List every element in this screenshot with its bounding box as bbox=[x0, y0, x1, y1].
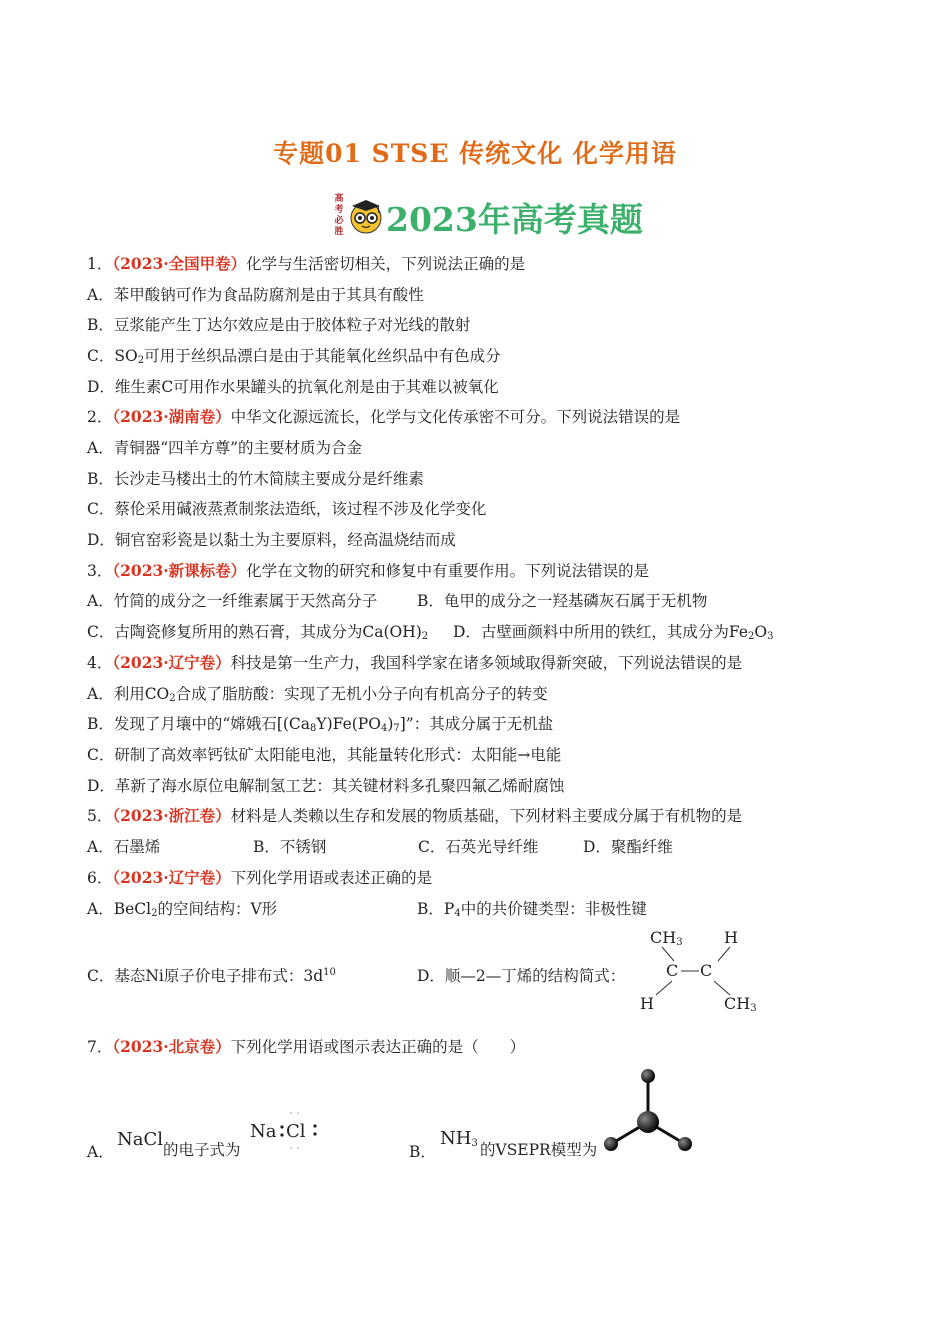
electron-formula-na: Na bbox=[250, 1121, 277, 1142]
q1-option-b: B．豆浆能产生丁达尔效应是由于胶体粒子对光线的散射 bbox=[87, 316, 471, 334]
struct-c-right: C bbox=[700, 961, 713, 980]
exam-banner bbox=[330, 192, 643, 244]
q5-option-c: C．石英光导纤维 bbox=[418, 838, 539, 856]
q7-nh3-formula: $NH_3$ bbox=[440, 1128, 478, 1149]
q1-option-c: C．$SO_2$可用于丝织品漂白是由于其能氧化丝织品中有色成分 bbox=[87, 347, 501, 366]
q7-nacl-formula: NaCl bbox=[117, 1129, 164, 1150]
page-title: 专题01 STSE 传统文化 化学用语 bbox=[273, 139, 677, 168]
q3-option-c: C．古陶瓷修复所用的熟石膏，其成分为$Ca(OH)_2$ bbox=[87, 623, 429, 642]
question-2-stem: 2．（2023·湖南卷）中华文化源远流长，化学与文化传承密不可分。下列说法错误的是 bbox=[87, 407, 681, 426]
q3-option-b: B．龟甲的成分之一羟基磷灰石属于无机物 bbox=[417, 592, 708, 610]
q7-option-b-text: 的VSEPR模型为 bbox=[480, 1141, 598, 1159]
q6-option-a: A．BeCl$_2$的空间结构：V形 bbox=[87, 900, 278, 919]
question-5-stem: 5．（2023·浙江卷）材料是人类赖以生存和发展的物质基础，下列材料主要成分属于有机物的是 bbox=[87, 806, 743, 825]
struct-c-left: C bbox=[666, 961, 679, 980]
electron-formula-cl: Cl bbox=[286, 1121, 306, 1142]
q2-option-b: B．长沙走马楼出土的竹木简牍主要成分是纤维素 bbox=[87, 470, 424, 488]
banner-title: 2023年高考真题 bbox=[386, 200, 643, 239]
q2-option-a: A．青铜器“四羊方尊”的主要材质为合金 bbox=[87, 439, 363, 457]
question-6-stem: 6．（2023·辽宁卷）下列化学用语或表述正确的是 bbox=[87, 868, 433, 887]
struct-bonds bbox=[630, 925, 770, 1020]
q6-option-d: D．顺—2—丁烯的结构简式： bbox=[417, 967, 626, 985]
question-3-stem: 3．（2023·新课标卷）化学在文物的研究和修复中有重要作用。下列说法错误的是 bbox=[87, 561, 650, 580]
q2-option-c: C．蔡伦采用碱液蒸煮制浆法造纸，该过程不涉及化学变化 bbox=[87, 500, 487, 518]
q7-option-a-label: A． bbox=[87, 1143, 114, 1161]
q1-option-d: D．维生素C可用作水果罐头的抗氧化剂是由于其难以被氧化 bbox=[87, 378, 499, 396]
q4-option-a: A．利用$CO_2$合成了脂肪酸：实现了无机小分子向有机高分子的转变 bbox=[87, 685, 548, 704]
struct-ch3-bottom: $CH_3$ bbox=[724, 994, 757, 1014]
owl-mascot-icon bbox=[348, 198, 384, 234]
vsepr-model-icon bbox=[598, 1062, 698, 1162]
struct-ch3-top: $CH_3$ bbox=[650, 928, 683, 948]
q6-option-c: C．基态Ni原子价电子排布式：$3d^{10}$ bbox=[87, 967, 336, 985]
q5-option-b: B．不锈钢 bbox=[253, 838, 327, 856]
q5-option-d: D．聚酯纤维 bbox=[583, 838, 673, 856]
q7-option-a-text: 的电子式为 bbox=[163, 1141, 241, 1159]
q3-option-a: A．竹简的成分之一纤维素属于天然高分子 bbox=[87, 592, 378, 610]
banner-vertical-text: 高考必胜 bbox=[334, 194, 344, 237]
q4-option-d: D．革新了海水原位电解制氢工艺：其关键材料多孔聚四氟乙烯耐腐蚀 bbox=[87, 777, 565, 795]
q4-option-c: C．研制了高效率钙钛矿太阳能电池，其能量转化形式：太阳能→电能 bbox=[87, 746, 562, 764]
question-4-stem: 4．（2023·辽宁卷）科技是第一生产力，我国科学家在诸多领域取得新突破，下列说法错误的是 bbox=[87, 653, 743, 672]
question-7-stem: 7．（2023·北京卷）下列化学用语或图示表达正确的是（ ） bbox=[87, 1037, 526, 1056]
q6-option-b: B．$P_4$中的共价键类型：非极性键 bbox=[417, 900, 647, 919]
struct-h-top: H bbox=[724, 928, 738, 947]
question-1-stem: 1．（2023·全国甲卷）化学与生活密切相关，下列说法正确的是 bbox=[87, 254, 526, 273]
struct-h-bottom: H bbox=[640, 994, 654, 1013]
q2-option-d: D．铜官窑彩瓷是以黏土为主要原料，经高温烧结而成 bbox=[87, 531, 456, 549]
q7-option-b-label: B． bbox=[409, 1143, 436, 1161]
q3-option-d: D．古壁画颜料中所用的铁红，其成分为$Fe_2O_3$ bbox=[453, 623, 774, 642]
q4-option-b: B．发现了月壤中的“嫦娥石$[(Ca_8Y)Fe(PO_4)_7]$”：其成分属于无机盐 bbox=[87, 715, 554, 734]
q5-option-a: A．石墨烯 bbox=[87, 838, 161, 856]
q1-option-a: A．苯甲酸钠可作为食品防腐剂是由于其具有酸性 bbox=[87, 286, 424, 304]
